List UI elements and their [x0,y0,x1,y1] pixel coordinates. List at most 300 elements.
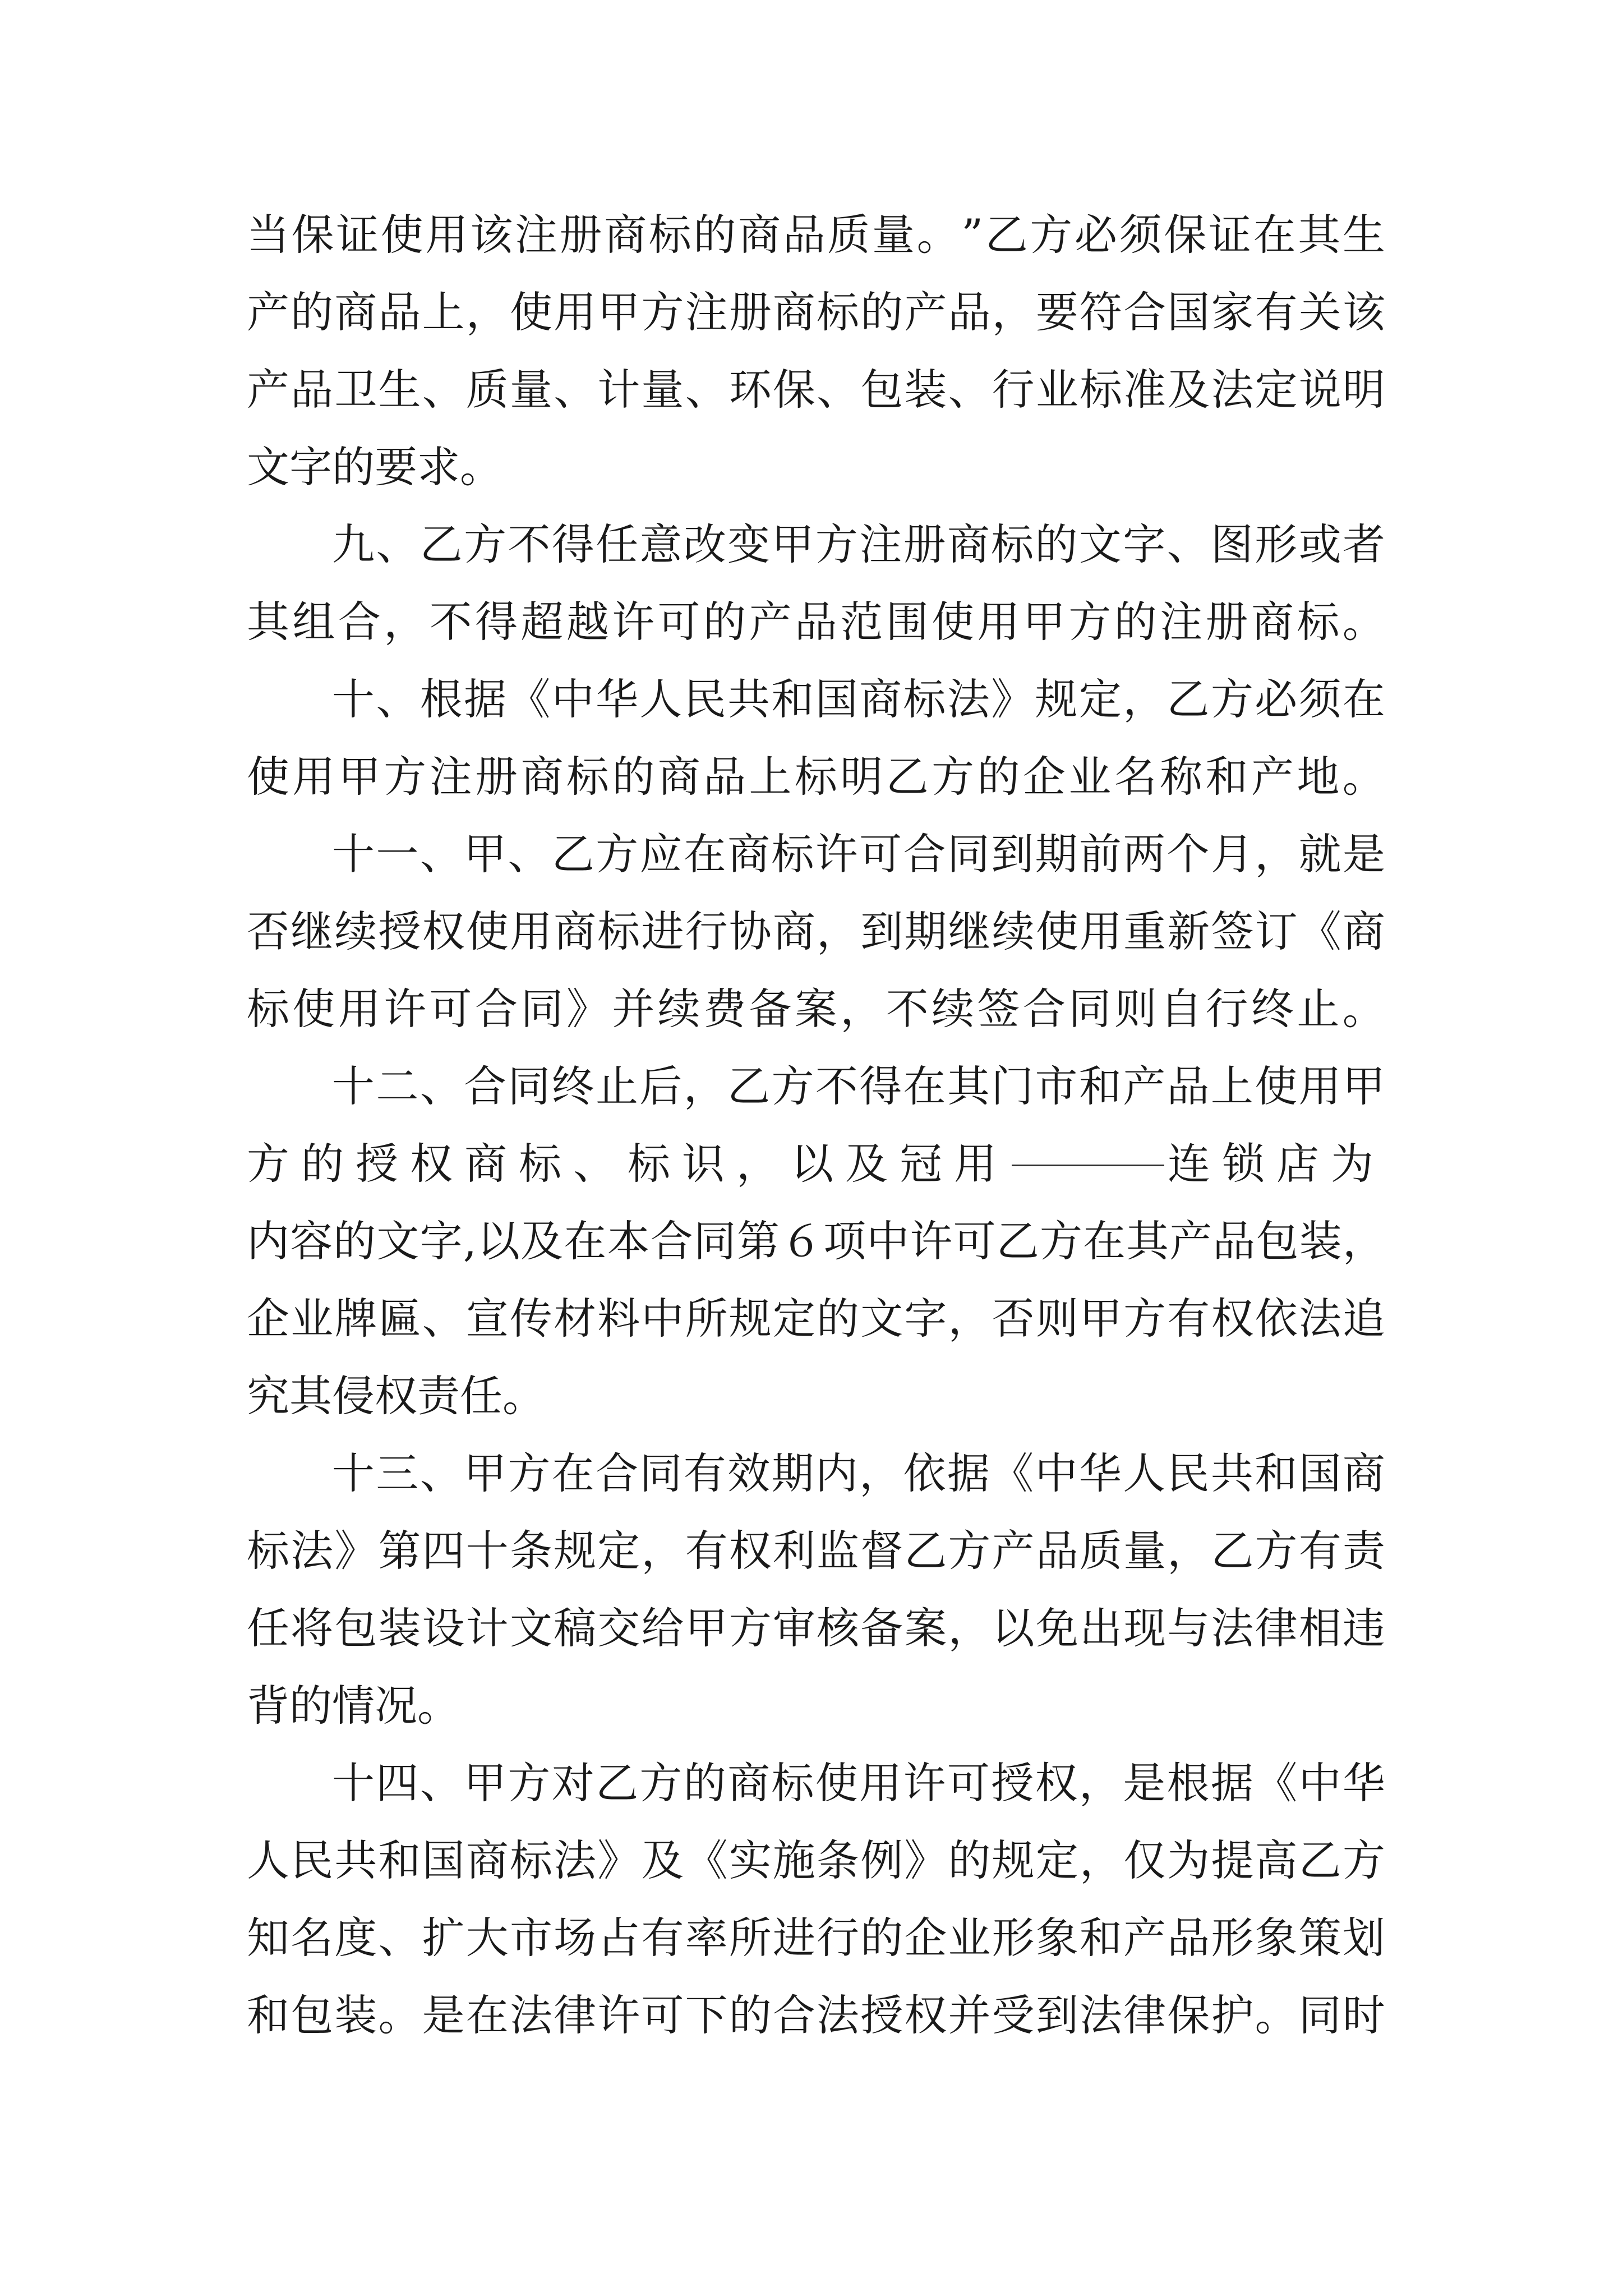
text-char: 传 [509,1294,552,1343]
text-char: 者 [1342,519,1385,569]
text-char: 商 [1342,907,1385,956]
text-char: 得 [551,519,594,569]
text-char: 依 [903,1448,946,1498]
text-char: 合 [1022,984,1066,1034]
text-char: 商 [1342,1448,1385,1498]
text-char: 注 [514,210,557,260]
text-char: 率 [685,1913,728,1963]
text-char: 品 [291,365,334,415]
text-char: 商 [738,210,781,260]
text-char: 字 [904,1294,947,1343]
text-char: 共 [334,1835,377,1885]
text-char: 方 [641,287,684,337]
text-char: 期 [904,907,947,956]
text-char: 费 [703,984,746,1034]
text-char: 匾 [378,1294,421,1343]
text-char: 方 [508,1448,551,1498]
text-char: 并 [612,984,655,1034]
text-char: 使 [509,287,552,337]
text-char: 保 [291,210,334,260]
text-char: 在 [903,1061,946,1111]
text-char: 计 [465,1603,509,1653]
text-char: 华 [596,674,639,724]
text-char: 据 [1210,1758,1253,1808]
text-char: 象 [1035,1913,1078,1963]
text-line [247,1822,1385,1899]
text-char: 在 [1253,210,1296,260]
text-char: 》 [334,1526,377,1576]
text-char: 保 [772,365,815,415]
text-char: 续 [932,984,975,1034]
text-char: 用 [554,287,597,337]
text-char: 有 [1298,1526,1341,1576]
text-char: 备 [749,984,792,1034]
text-char: 所 [685,1294,728,1343]
text-char: 和 [247,1990,289,2040]
text-char: 材 [554,1294,597,1343]
text-char: 形 [992,1913,1035,1963]
text-char: 两 [1123,829,1166,879]
text-char: 月 [1210,829,1253,879]
text-char: 范 [840,597,883,647]
clause-10-first-line [247,661,1385,738]
text-char: 可 [947,1758,990,1808]
text-char: 品 [1166,1061,1210,1111]
text-char: 进 [772,1913,815,1963]
text-char: 在 [551,1448,594,1498]
text-char: 的 [703,597,746,647]
text-char: 续 [657,984,700,1034]
text-char: 授 [378,907,421,956]
text-char: ” [961,210,984,260]
text-char: 用 [977,597,1020,647]
text-char: 第 [378,1526,421,1576]
text-char: 《 [991,1448,1034,1498]
text-char: 其 [247,597,289,647]
text-char: 使 [1035,907,1078,956]
text-char: 案 [794,984,837,1034]
text-char: 内 [247,1216,289,1266]
text-char: 注 [1160,597,1203,647]
text-char: 时 [1342,1990,1385,2040]
text-char: 用 [425,210,468,260]
text-char: 或 [1298,519,1341,569]
text-char: 定 [597,1526,640,1576]
text-char: 、 [422,365,465,415]
text-char: 文 [509,1603,552,1653]
text-char: 产 [247,365,289,415]
text-char: 商 [1251,597,1294,647]
text-char: 甲 [464,829,507,879]
text-char: 律 [1123,1990,1166,2040]
text-char: 其 [1126,1216,1169,1266]
text-char: 法 [1298,1294,1341,1343]
text-char: 到 [1035,1990,1078,2040]
text-char: 使 [465,907,509,956]
text-char: 否 [992,1294,1035,1343]
text-char: ６ [780,1216,823,1266]
text-char: 方 [1039,1216,1082,1266]
text-char: 标 [817,287,860,337]
text-line [247,1977,1385,2054]
text-char: 商 [859,674,902,724]
text-char: 方 [948,1526,991,1576]
text-char: 甲 [338,752,381,802]
text-char: 免 [1035,1603,1078,1653]
text-char: 定 [1078,674,1122,724]
text-char: ， [1078,1758,1122,1808]
text-char: 根 [1166,1758,1210,1808]
text-char: 和 [1078,1061,1122,1111]
text-char: 标 [247,984,289,1034]
text-char: 行 [992,365,1035,415]
text-char: ， [1342,1216,1385,1266]
text-char: 场 [554,1913,597,1963]
text-char: 是 [422,1990,465,2040]
text-char: 方 [384,752,427,802]
text-char: 责 [1342,1526,1385,1576]
text-char: 定 [1255,365,1298,415]
text-char: 方 [932,752,975,802]
text-char: 是 [1123,1758,1166,1808]
text-char: 产 [992,1526,1035,1576]
line-text-before-blank: 方的授权商标、标识，以及冠用 [247,1139,1008,1189]
text-char: 许 [384,984,427,1034]
text-char: 备 [860,1603,903,1653]
text-char: 续 [992,907,1035,956]
text-char: 乙 [727,1061,771,1111]
text-char: 册 [559,210,602,260]
text-char: 用 [1298,1061,1341,1111]
text-char: 监 [817,1526,860,1576]
text-char: 方 [596,829,639,879]
text-char: 文 [860,1294,903,1343]
text-char: 标 [1079,365,1122,415]
text-char: 一 [376,829,419,879]
text-char: 。 [378,1990,421,2040]
text-char: 、 [419,1448,463,1498]
text-char: 保 [1164,210,1207,260]
text-char: 量 [1123,1526,1166,1576]
text-char: ， [1167,1526,1210,1576]
line-text-after-blank: 连锁店为 [1168,1139,1385,1189]
text-char: 订 [1255,907,1298,956]
text-char: 到 [860,907,903,956]
text-char: 国 [1167,287,1210,337]
text-char: 、 [419,1758,463,1808]
text-char: 包 [1256,1216,1299,1266]
text-char: 不 [508,519,551,569]
text-char: 和 [1255,1448,1298,1498]
text-char: 、 [376,519,419,569]
text-char: 定 [1035,1835,1078,1885]
text-char: 市 [509,1913,552,1963]
text-char: 乙 [1298,1835,1341,1885]
text-char: 的 [1114,597,1157,647]
text-char: 证 [1208,210,1251,260]
text-char: 的 [333,1216,376,1266]
text-char: 乙 [996,1216,1039,1266]
text-char: 标 [771,1758,814,1808]
text-char: 企 [904,1913,947,1963]
text-char: 华 [1342,1758,1385,1808]
text-char: 可 [429,984,472,1034]
text-char: 计 [597,365,640,415]
text-char: 业 [291,1294,334,1343]
text-char: 甲 [1342,1061,1385,1111]
text-char: 商 [727,1758,771,1808]
text-char: 提 [1211,1835,1254,1885]
text-char: 第 [736,1216,780,1266]
text-char: 授 [860,1990,903,2040]
text-char: 的 [860,287,903,337]
text-char: 产 [1123,1913,1166,1963]
text-char: ， [641,1526,684,1576]
clause-12-first-line [247,1048,1385,1125]
clause-9-first-line [247,506,1385,583]
text-char: 方 [1030,210,1073,260]
text-char: 律 [1255,1603,1298,1653]
text-char: 标 [566,752,609,802]
text-char: 共 [727,674,771,724]
text-char: 签 [1211,907,1254,956]
text-char: 合 [596,1448,639,1498]
text-line [247,1899,1385,1977]
text-char: 许 [597,1990,640,2040]
text-char: 任 [247,1603,289,1653]
text-char: 十 [332,829,375,879]
text-char: 注 [859,519,902,569]
text-char: , [463,1216,477,1266]
text-char: 中 [1035,1448,1078,1498]
text-char: 权 [904,1990,947,2040]
text-char: 门 [991,1061,1034,1111]
text-char: 与 [1167,1603,1210,1653]
text-char: 例 [860,1835,903,1885]
text-line [247,1512,1385,1590]
text-char: 乙 [596,1758,639,1808]
text-char: 方 [1255,1526,1298,1576]
text-char: 有 [683,1448,726,1498]
text-char: 所 [728,1913,772,1963]
text-char: 商 [554,907,597,956]
text-char: 《 [1255,1758,1298,1808]
text-char: 继 [291,907,334,956]
text-char: 同 [1068,984,1112,1034]
text-char: 商 [604,210,647,260]
text-char: 商 [772,907,815,956]
text-char: 许 [612,597,655,647]
text-char: 行 [817,1913,860,1963]
text-char: 上 [1210,1061,1253,1111]
text-char: 划 [1342,1913,1385,1963]
text-char: ， [948,1294,991,1343]
text-char: 继 [948,907,991,956]
text-char: 明 [1342,365,1385,415]
text-char: 用 [859,1758,902,1808]
text-char: 、 [817,365,860,415]
text-char: 出 [1079,1603,1122,1653]
text-char: 依 [1255,1294,1298,1343]
text-char: 是 [1342,829,1385,879]
text-char: 十 [332,1758,375,1808]
text-char: 。 [1342,752,1385,802]
text-char: 品 [703,752,746,802]
text-char: 方 [639,1758,683,1808]
text-char: 法 [1211,365,1254,415]
text-char: ， [1123,674,1166,724]
text-line [247,1590,1385,1667]
text-char: 用 [338,984,381,1034]
text-char: 交 [597,1603,640,1653]
text-line [247,1280,1385,1358]
text-char: 甲 [1022,597,1066,647]
text-char: 将 [291,1603,334,1653]
text-char: 业 [1035,365,1078,415]
text-char: 、 [378,1913,421,1963]
text-char: 则 [1035,1294,1078,1343]
text-char: 、 [419,1061,463,1111]
text-char: 方 [1123,1294,1166,1343]
text-char: 中 [866,1216,910,1266]
text-char: 审 [772,1603,815,1653]
text-char: 宣 [465,1294,509,1343]
text-char: 装 [904,365,947,415]
text-char: 中 [641,1294,684,1343]
text-char: 上 [749,752,792,802]
text-char: 同 [947,829,990,879]
text-char: 许 [910,1216,953,1266]
text-char: ， [384,597,427,647]
text-char: 定 [772,1294,815,1343]
text-char: 业 [1068,752,1112,802]
text-char: 质 [827,210,870,260]
text-char: 必 [1255,674,1298,724]
text-char: 不 [429,597,472,647]
text-char: 。 [1342,597,1385,647]
text-char: 标 [247,1526,289,1576]
text-char: 有 [1167,1294,1210,1343]
text-char: ， [1255,829,1298,879]
text-char: 乙 [904,1526,947,1576]
text-char: 》 [566,984,609,1034]
text-char: 明 [840,752,883,802]
text-char: 使 [932,597,975,647]
text-char: 十 [332,674,375,724]
text-char: 为 [1167,1835,1210,1885]
text-char: 准 [1123,365,1166,415]
text-char: 该 [1342,287,1385,337]
text-char: 的 [728,1990,772,2040]
text-char: 象 [1255,1913,1298,1963]
text-char: 任 [596,519,639,569]
text-char: 和 [1205,752,1248,802]
text-char: 方 [771,1061,814,1111]
text-char: 乙 [551,829,594,879]
text-char: 终 [1251,984,1294,1034]
text-char: 使 [815,1758,858,1808]
text-char: 量 [509,365,552,415]
text-char: 册 [1205,597,1248,647]
text-char: 标 [794,752,837,802]
text-char: 设 [422,1603,465,1653]
text-char: 民 [291,1835,334,1885]
text-char: 《 [508,674,551,724]
text-char: 得 [859,1061,902,1111]
text-char: 据 [947,1448,990,1498]
text-char: 策 [1298,1913,1341,1963]
text-char: 规 [992,1835,1035,1885]
text-char: 和 [771,674,814,724]
line-text: 文字的要求。 [247,442,502,492]
text-char: 量 [641,365,684,415]
text-char: 应 [639,829,683,879]
text-char: 方 [1068,597,1112,647]
text-char: 当 [247,210,289,260]
text-char: 牌 [334,1294,377,1343]
line-text: 背的情况。 [247,1681,460,1731]
text-char: 标 [509,1835,552,1885]
text-char: 权 [728,1526,772,1576]
text-char: ， [840,984,883,1034]
text-line [247,583,1385,661]
text-char: 合 [772,1990,815,2040]
text-line [247,351,1385,429]
text-char: 律 [554,1990,597,2040]
text-char: 必 [1075,210,1118,260]
text-char: 标 [991,519,1034,569]
text-char: 人 [247,1835,289,1885]
text-char: 甲 [464,1448,507,1498]
text-line [247,893,1385,970]
text-char: 其 [1298,210,1341,260]
text-char: 华 [1078,1448,1122,1498]
text-char: 知 [247,1913,289,1963]
text-char: 料 [597,1294,640,1343]
text-line [247,970,1385,1048]
text-char: 进 [641,907,684,956]
text-char: 合 [464,1061,507,1111]
text-char: ， [465,287,509,337]
text-char: 、 [419,829,463,879]
text-char: 组 [292,597,335,647]
text-char: 实 [728,1835,772,1885]
text-char: 甲 [597,287,640,337]
text-char: 追 [1342,1294,1385,1343]
text-char: 到 [991,829,1034,879]
text-char: 利 [772,1526,815,1576]
text-char: 在 [1082,1216,1126,1266]
text-char: 高 [1255,1835,1298,1885]
text-line [247,738,1385,816]
text-char: 项 [823,1216,866,1266]
text-char: 方 [464,519,507,569]
text-char: 相 [1298,1603,1341,1653]
text-char: 用 [1079,907,1122,956]
text-char: ， [992,287,1035,337]
text-char: 法 [509,1990,552,2040]
text-char: 册 [903,519,946,569]
text-char: 质 [465,365,509,415]
text-char: 核 [817,1603,860,1653]
text-char: 有 [1255,287,1298,337]
text-char: 民 [683,674,726,724]
text-char: 环 [728,365,772,415]
text-char: 十 [465,1526,509,1576]
text-char: 共 [1210,1448,1253,1498]
text-char: 和 [1079,1913,1122,1963]
text-char: 二 [376,1061,419,1111]
